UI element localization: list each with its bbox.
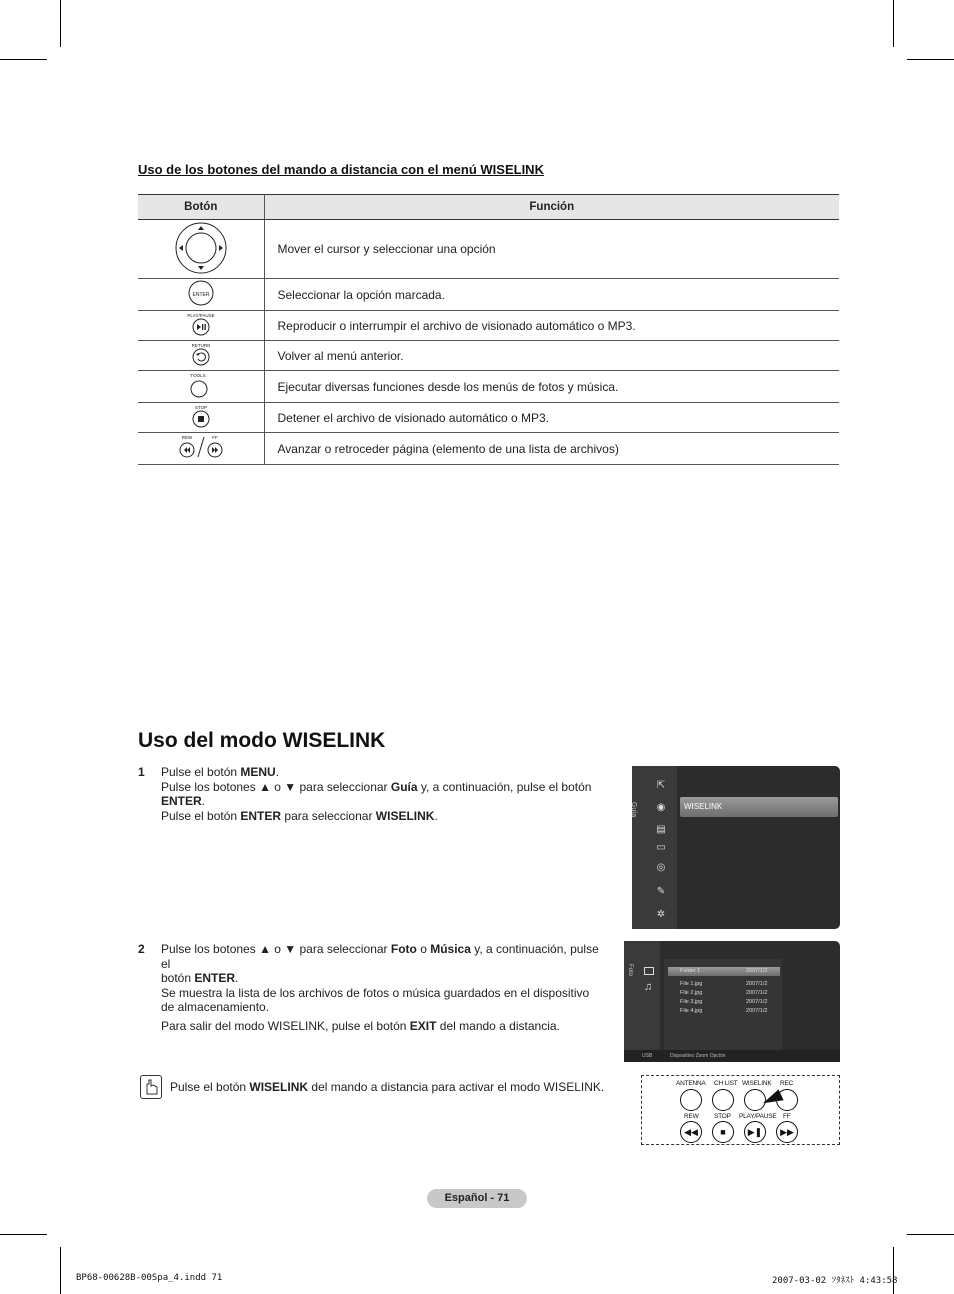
table-cell-function: Detener el archivo de visionado automático o MP3.	[264, 403, 839, 433]
setup-icon: ✲	[656, 909, 666, 920]
note-text	[170, 1080, 630, 1094]
step-text: Pulse el botón	[161, 808, 241, 823]
stop-label: STOP	[194, 405, 207, 410]
crop-mark	[0, 1234, 47, 1235]
table-row	[138, 371, 839, 403]
step-text: para seleccionar	[281, 808, 376, 823]
picture-icon: ▭	[656, 842, 666, 853]
step-text: .	[235, 971, 239, 985]
button-function-table	[138, 194, 839, 465]
crop-mark	[907, 59, 954, 60]
table-cell-icon	[138, 279, 264, 311]
step-text: Pulse el botón	[161, 765, 241, 779]
table-cell-icon	[138, 403, 264, 433]
ff-label: FF	[212, 435, 218, 440]
remote-label: WISELINK	[742, 1080, 772, 1087]
crop-mark	[907, 1234, 954, 1235]
crop-mark	[60, 0, 61, 47]
file-name: File 2.jpg	[680, 990, 703, 996]
enter-button-icon	[187, 279, 215, 307]
file-list-screenshot	[624, 941, 840, 1062]
sound-icon: ◎	[656, 862, 666, 873]
step-keyword: ENTER	[194, 971, 236, 985]
step-text: Para salir del modo WISELINK, pulse el botón	[161, 1018, 410, 1033]
step-keyword: MENU	[240, 765, 276, 779]
guide-icon: ◉	[656, 802, 666, 813]
file-date: 2007/1/2	[746, 999, 768, 1005]
tools-button-icon	[184, 371, 218, 399]
step-text: del mando a distancia.	[436, 1018, 560, 1033]
enter-label: ENTER	[192, 292, 210, 298]
step-text: y, a continuación, pulse el	[161, 942, 599, 971]
note-text-part: del mando a distancia para activar el modo WISELINK.	[308, 1080, 605, 1094]
page-title: Uso del modo WISELINK	[138, 729, 386, 752]
step-keyword: WISELINK	[375, 808, 435, 823]
channel-icon: ▤	[656, 824, 666, 835]
status-hints: Dispositivo Zoom Opción	[670, 1053, 726, 1059]
play-pause-label: PLAY/PAUSE	[187, 313, 215, 318]
file-date: 2007/1/2	[746, 981, 768, 987]
rew-label: REW	[181, 435, 192, 440]
step-keyword: EXIT	[409, 1018, 437, 1033]
antenna-icon: ⇱	[656, 780, 666, 791]
table-cell-icon	[138, 220, 264, 279]
play-pause-button-icon	[186, 311, 216, 337]
table-cell-function: Avanzar o retroceder página (elemento de una lista de archivos)	[264, 433, 839, 465]
table-cell-icon	[138, 433, 264, 465]
return-label: RETURN	[191, 343, 211, 348]
photo-icon	[644, 967, 654, 975]
rew-button[interactable]: ◀◀	[680, 1121, 702, 1143]
file-name: File 1.jpg	[680, 981, 703, 987]
menu-item-label: WISELINK	[684, 802, 723, 811]
section-title: Uso de los botones del mando a distancia con el menú WISELINK	[138, 162, 544, 177]
crop-mark	[893, 1247, 894, 1294]
rew-ff-buttons-icon	[179, 433, 223, 461]
step-body	[161, 765, 601, 823]
step-keyword: Foto	[390, 942, 417, 956]
file-date: 2007/1/2	[746, 968, 768, 974]
remote-label: ANTENNA	[676, 1080, 706, 1087]
file-name: Folder 1	[680, 968, 701, 974]
table-cell-icon	[138, 371, 264, 403]
status-bar	[624, 1050, 840, 1062]
table-row	[138, 403, 839, 433]
table-row	[138, 341, 839, 371]
crop-mark	[0, 59, 47, 60]
directional-pad-icon	[173, 221, 229, 275]
step-text: y, a continuación, pulse el botón	[417, 779, 592, 794]
remote-label: CH LIST	[714, 1080, 738, 1087]
crop-mark	[893, 0, 894, 47]
remote-label: PLAY/PAUSE	[739, 1113, 777, 1120]
step-text: Pulse los botones ▲ o ▼ para seleccionar	[161, 942, 391, 956]
step-text: .	[201, 794, 206, 808]
antenna-button[interactable]	[680, 1089, 702, 1111]
footer-right: 2007-03-02 ｿﾀﾈｽﾄ 4:43:58	[772, 1276, 898, 1286]
file-sidebar	[624, 941, 660, 1051]
stop-button[interactable]: ■	[712, 1121, 734, 1143]
file-row[interactable]	[668, 998, 780, 1007]
column-header-button: Botón	[138, 195, 264, 220]
input-icon: ✎	[656, 886, 666, 897]
ff-button[interactable]: ▶▶	[776, 1121, 798, 1143]
file-date: 2007/1/2	[746, 1008, 768, 1014]
file-date: 2007/1/2	[746, 990, 768, 996]
table-cell-icon	[138, 341, 264, 371]
step-number: 1	[138, 765, 145, 779]
crop-mark	[60, 1247, 61, 1294]
page-number: Español - 71	[427, 1189, 527, 1208]
step-keyword: ENTER	[240, 808, 282, 823]
step-text: .	[275, 765, 280, 779]
file-name: File 3.jpg	[680, 999, 703, 1005]
table-cell-function: Mover el cursor y seleccionar una opción	[264, 220, 839, 279]
footer-left: BP68-00628B-00Spa_4.indd 71	[76, 1273, 223, 1283]
table-cell-function: Ejecutar diversas funciones desde los menús de fotos y música.	[264, 371, 839, 403]
step-text: Pulse los botones ▲ o ▼ para seleccionar	[161, 779, 391, 794]
remote-label: REW	[684, 1113, 699, 1120]
step-keyword: Guía	[390, 779, 418, 794]
step-keyword: Música	[430, 942, 471, 956]
music-icon: ♫	[644, 981, 653, 993]
step-text: .	[434, 808, 438, 823]
play-pause-button[interactable]: ▶❚	[744, 1121, 766, 1143]
table-cell-function: Reproducir o interrumpir el archivo de visionado automático o MP3.	[264, 311, 839, 341]
guide-menu-screenshot	[632, 766, 840, 929]
table-row	[138, 311, 839, 341]
table-cell-function: Seleccionar la opción marcada.	[264, 279, 839, 311]
remote-label: FF	[783, 1113, 791, 1120]
table-row	[138, 433, 839, 465]
file-vertical-label: Foto	[627, 963, 634, 977]
file-row[interactable]	[668, 989, 780, 998]
ch-list-button[interactable]	[712, 1089, 734, 1111]
step-text: Se muestra la lista de los archivos de fotos o música guardados en el dispositivo de almacenamiento.	[161, 985, 590, 1014]
table-row	[138, 279, 839, 311]
table-cell-function: Volver al menú anterior.	[264, 341, 839, 371]
stop-button-icon	[186, 403, 216, 429]
table-row	[138, 220, 839, 279]
note-keyword: WISELINK	[249, 1080, 309, 1094]
menu-selected-item[interactable]	[680, 797, 838, 817]
file-row[interactable]	[668, 980, 780, 989]
file-name: File 4.jpg	[680, 1008, 703, 1014]
step-body	[161, 942, 601, 1033]
device-label: USB	[642, 1053, 653, 1059]
hand-note-icon	[140, 1075, 162, 1099]
menu-vertical-label: Guía	[630, 801, 638, 818]
remote-control-snippet	[641, 1075, 840, 1145]
remote-label: REC	[780, 1080, 794, 1087]
file-row[interactable]	[668, 1007, 780, 1016]
step-text: o	[416, 942, 431, 956]
remote-label: STOP	[714, 1113, 731, 1120]
step-keyword: ENTER	[161, 794, 202, 808]
step-number: 2	[138, 942, 145, 956]
return-button-icon	[186, 341, 216, 367]
note-text-part: Pulse el botón	[170, 1080, 250, 1094]
file-row[interactable]	[668, 967, 780, 976]
table-header-row	[138, 195, 839, 220]
step-text: botón	[161, 971, 195, 985]
tools-label: TOOLS	[190, 373, 206, 378]
table-cell-icon	[138, 311, 264, 341]
column-header-function: Función	[264, 195, 839, 220]
